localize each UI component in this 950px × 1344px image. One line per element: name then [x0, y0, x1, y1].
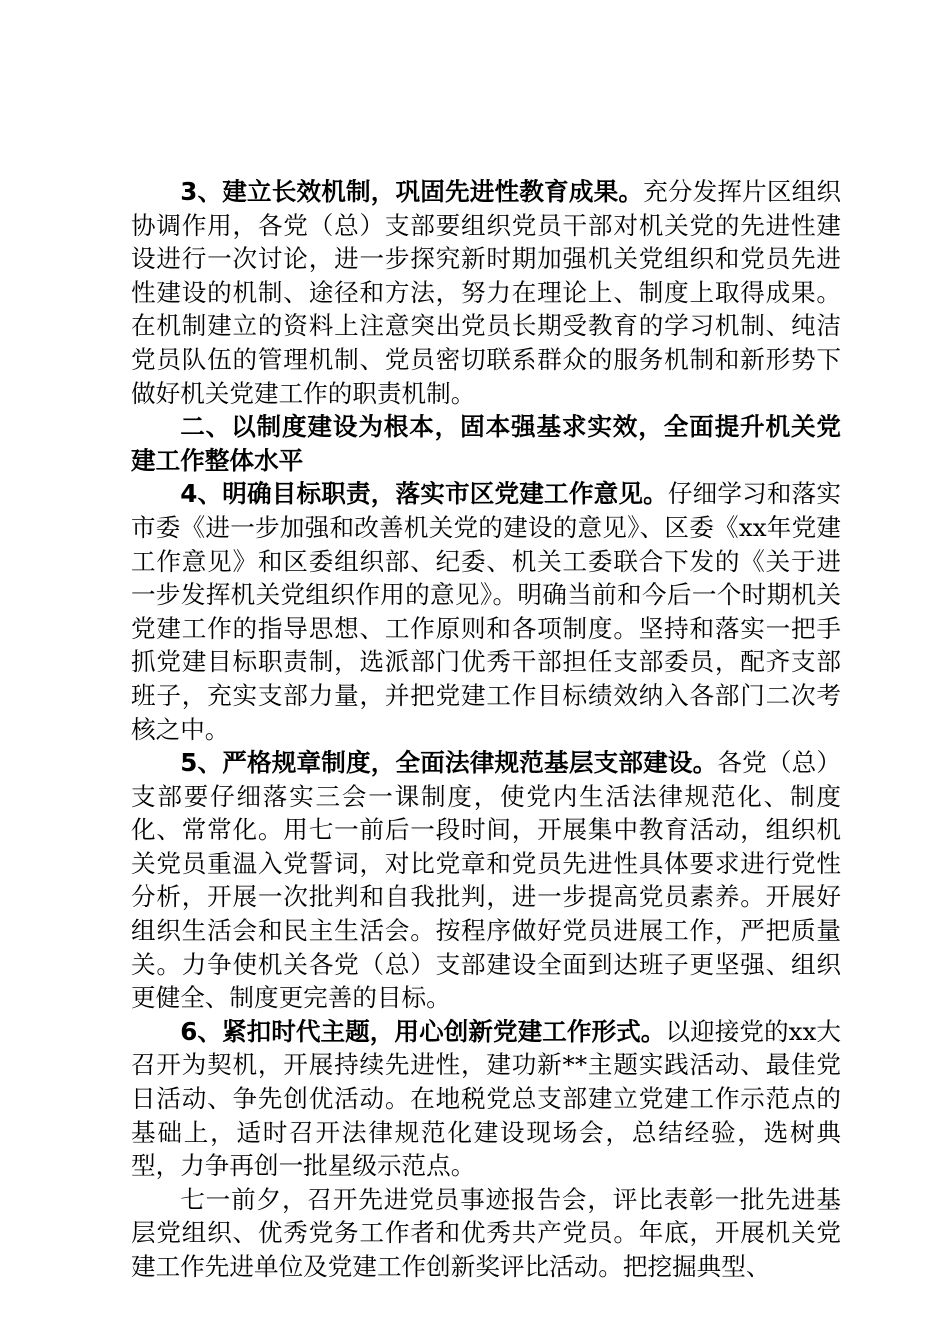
paragraph-4: [131, 477, 841, 746]
document-page: [131, 175, 841, 1284]
paragraph-3-heading: 3、建立长效机制，巩固先进性教育成果。: [180, 177, 644, 206]
section-2-heading: [131, 410, 841, 477]
paragraph-3: [131, 175, 841, 410]
paragraph-6-body: 以迎接党的xx大召开为契机，开展持续先进性，建功新**主题实践活动、最佳党日活动、争先创优活动。在地税党总支部建立党建工作示范点的基础上，适时召开法律规范化建设现场会，总结经验，选树典型，力争再创一批星级示范点。: [131, 1016, 841, 1181]
section-2-heading-text: 二、以制度建设为根本，固本强基求实效，全面提升机关党建工作整体水平: [131, 412, 841, 475]
paragraph-4-body: 仔细学习和落实市委《进一步加强和改善机关党的建设的意见》、区委《xx年党建工作意见》和区委组织部、纪委、机关工委联合下发的《关于进一步发挥机关党组织作用的意见》。明确当前和今后一个时期机关党建工作的指导思想、工作原则和各项制度。坚持和落实一把手抓党建目标职责制，选派部门优秀干部担任支部委员，配齐支部班子，充实支部力量，并把党建工作目标绩效纳入各部门二次考核之中。: [131, 479, 841, 744]
paragraph-4-heading: 4、明确目标职责，落实市区党建工作意见。: [180, 479, 668, 509]
paragraph-5-heading: 5、严格规章制度，全面法律规范基层支部建设。: [180, 748, 718, 778]
paragraph-5: [131, 746, 841, 1015]
paragraph-6-heading: 6、紧扣时代主题，用心创新党建工作形式。: [180, 1016, 666, 1046]
paragraph-7-body: 七一前夕，召开先进党员事迹报告会，评比表彰一批先进基层党组织、优秀党务工作者和优秀共产党员。年底，开展机关党建工作先进单位及党建工作创新奖评比活动。把挖掘典型、: [131, 1184, 841, 1281]
paragraph-7: [131, 1183, 841, 1284]
paragraph-6: [131, 1015, 841, 1183]
paragraph-3-body: 充分发挥片区组织协调作用，各党（总）支部要组织党员干部对机关党的先进性建设进行一次讨论，进一步探究新时期加强机关党组织和党员先进性建设的机制、途径和方法，努力在理论上、制度上取得成果。在机制建立的资料上注意突出党员长期受教育的学习机制、纯洁党员队伍的管理机制、党员密切联系群众的服务机制和新形势下做好机关党建工作的职责机制。: [131, 177, 841, 408]
paragraph-5-body: 各党（总）支部要仔细落实三会一课制度，使党内生活法律规范化、制度化、常常化。用七一前后一段时间，开展集中教育活动，组织机关党员重温入党誓词，对比党章和党员先进性具体要求进行党性分析，开展一次批判和自我批判，进一步提高党员素养。开展好组织生活会和民主生活会。按程序做好党员进展工作，严把质量关。力争使机关各党（总）支部建设全面到达班子更坚强、组织更健全、制度更完善的目标。: [131, 748, 841, 1013]
